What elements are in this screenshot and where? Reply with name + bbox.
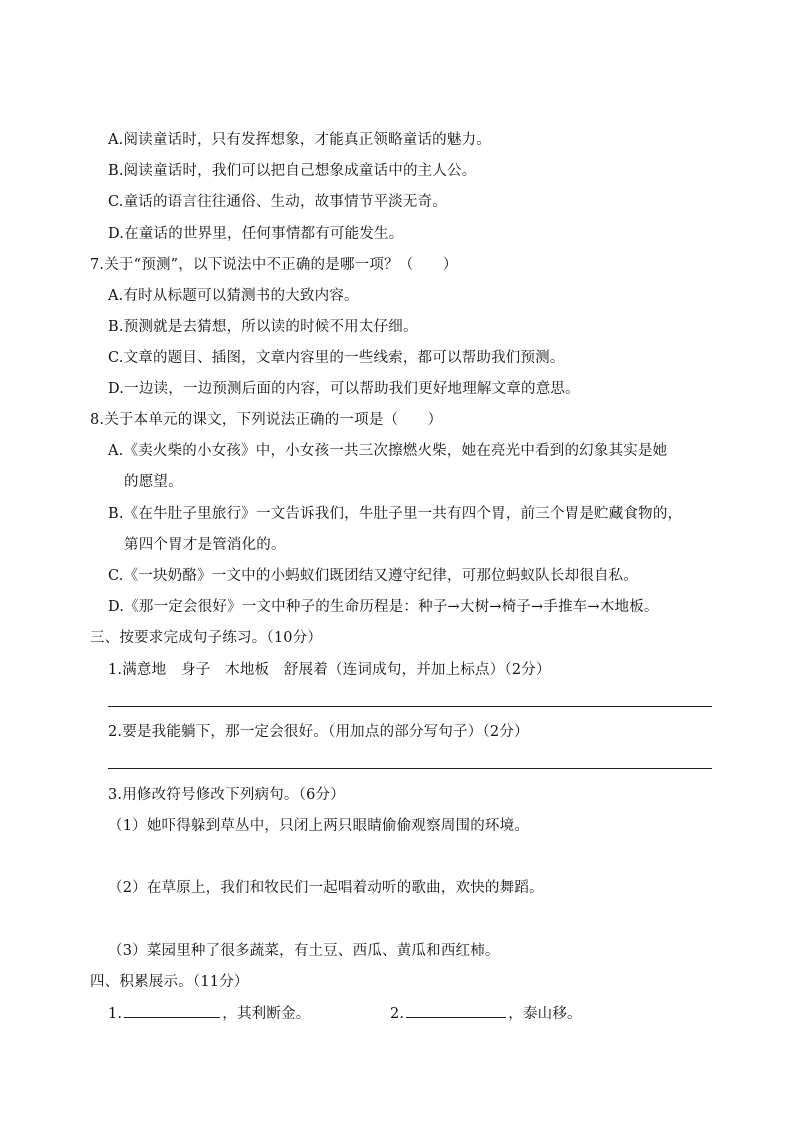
fill-blank-1[interactable] (124, 1003, 220, 1018)
q8-option-b-line1: B.《在牛肚子里旅行》一文告诉我们，牛肚子里一共有四个胃，前三个胃是贮藏食物的， (108, 506, 683, 522)
sick-sentence-1: （1）她吓得躲到草丛中，只闭上两只眼睛偷偷观察周围的环境。 (108, 818, 530, 834)
section3-title: 三、按要求完成句子练习。（10分） (90, 630, 323, 646)
fill-blank-2[interactable] (406, 1003, 506, 1018)
q6-option-a: A.阅读童话时，只有发挥想象，才能真正领略童话的魅力。 (108, 132, 491, 148)
section4-item2 (390, 1003, 582, 1024)
q8-option-a-line2: 的愿望。 (124, 474, 183, 490)
q8-option-d: D.《那一定会很好》一文中种子的生命历程是：种子→大树→椅子→手推车→木地板。 (108, 599, 659, 615)
q6-option-b: B.阅读童话时，我们可以把自己想象成童话中的主人公。 (108, 163, 477, 179)
q8-stem: 8.关于本单元的课文，下列说法正确的一项是（ ） (90, 412, 443, 428)
sick-sentence-2: （2）在草原上，我们和牧民们一起唱着动听的歌曲，欢快的舞蹈。 (108, 880, 544, 896)
q7-stem: 7.关于“预测”，以下说法中不正确的是哪一项？（ ） (90, 257, 458, 273)
section4-item2-text: ，泰山移。 (508, 1006, 582, 1022)
section4-item1-text: ，其利断金。 (222, 1006, 311, 1022)
section3-item3: 3.用修改符号修改下列病句。（6分） (108, 787, 345, 803)
answer-line-2[interactable] (108, 768, 712, 769)
q7-option-c: C.文章的题目、插图，文章内容里的一些线索，都可以帮助我们预测。 (108, 350, 565, 366)
q8-option-b-line2: 第四个胃才是管消化的。 (124, 537, 286, 553)
section4-title: 四、积累展示。（11分） (90, 974, 249, 990)
q7-option-a: A.有时从标题可以猜测书的大致内容。 (108, 288, 359, 304)
q6-option-d: D.在童话的世界里，任何事情都有可能发生。 (108, 226, 404, 242)
section3-item2: 2.要是我能躺下，那一定会很好。（用加点的部分写句子）（2分） (108, 724, 529, 740)
q6-option-c: C.童话的语言往往通俗、生动，故事情节平淡无奇。 (108, 194, 447, 210)
q8-option-c: C.《一块奶酪》一文中的小蚂蚁们既团结又遵守纪律，可那位蚂蚁队长却很自私。 (108, 568, 639, 584)
section4-item1-number: 1. (108, 1006, 123, 1022)
q7-option-b: B.预测就是去猜想，所以读的时候不用太仔细。 (108, 319, 418, 335)
answer-line-1[interactable] (108, 706, 712, 707)
q8-option-a-line1: A.《卖火柴的小女孩》中，小女孩一共三次擦燃火柴，她在亮光中看到的幻象其实是她 (108, 443, 668, 459)
section4-item2-number: 2. (390, 1006, 405, 1022)
section4-item1 (108, 1003, 310, 1024)
sick-sentence-3: （3）菜园里种了很多蔬菜，有土豆、西瓜、黄瓜和西红柿。 (108, 943, 500, 959)
q7-option-d: D.一边读，一边预测后面的内容，可以帮助我们更好地理解文章的意思。 (108, 381, 580, 397)
section3-item1: 1.满意地 身子 木地板 舒展着（连词成句，并加上标点）（2分） (108, 662, 551, 678)
